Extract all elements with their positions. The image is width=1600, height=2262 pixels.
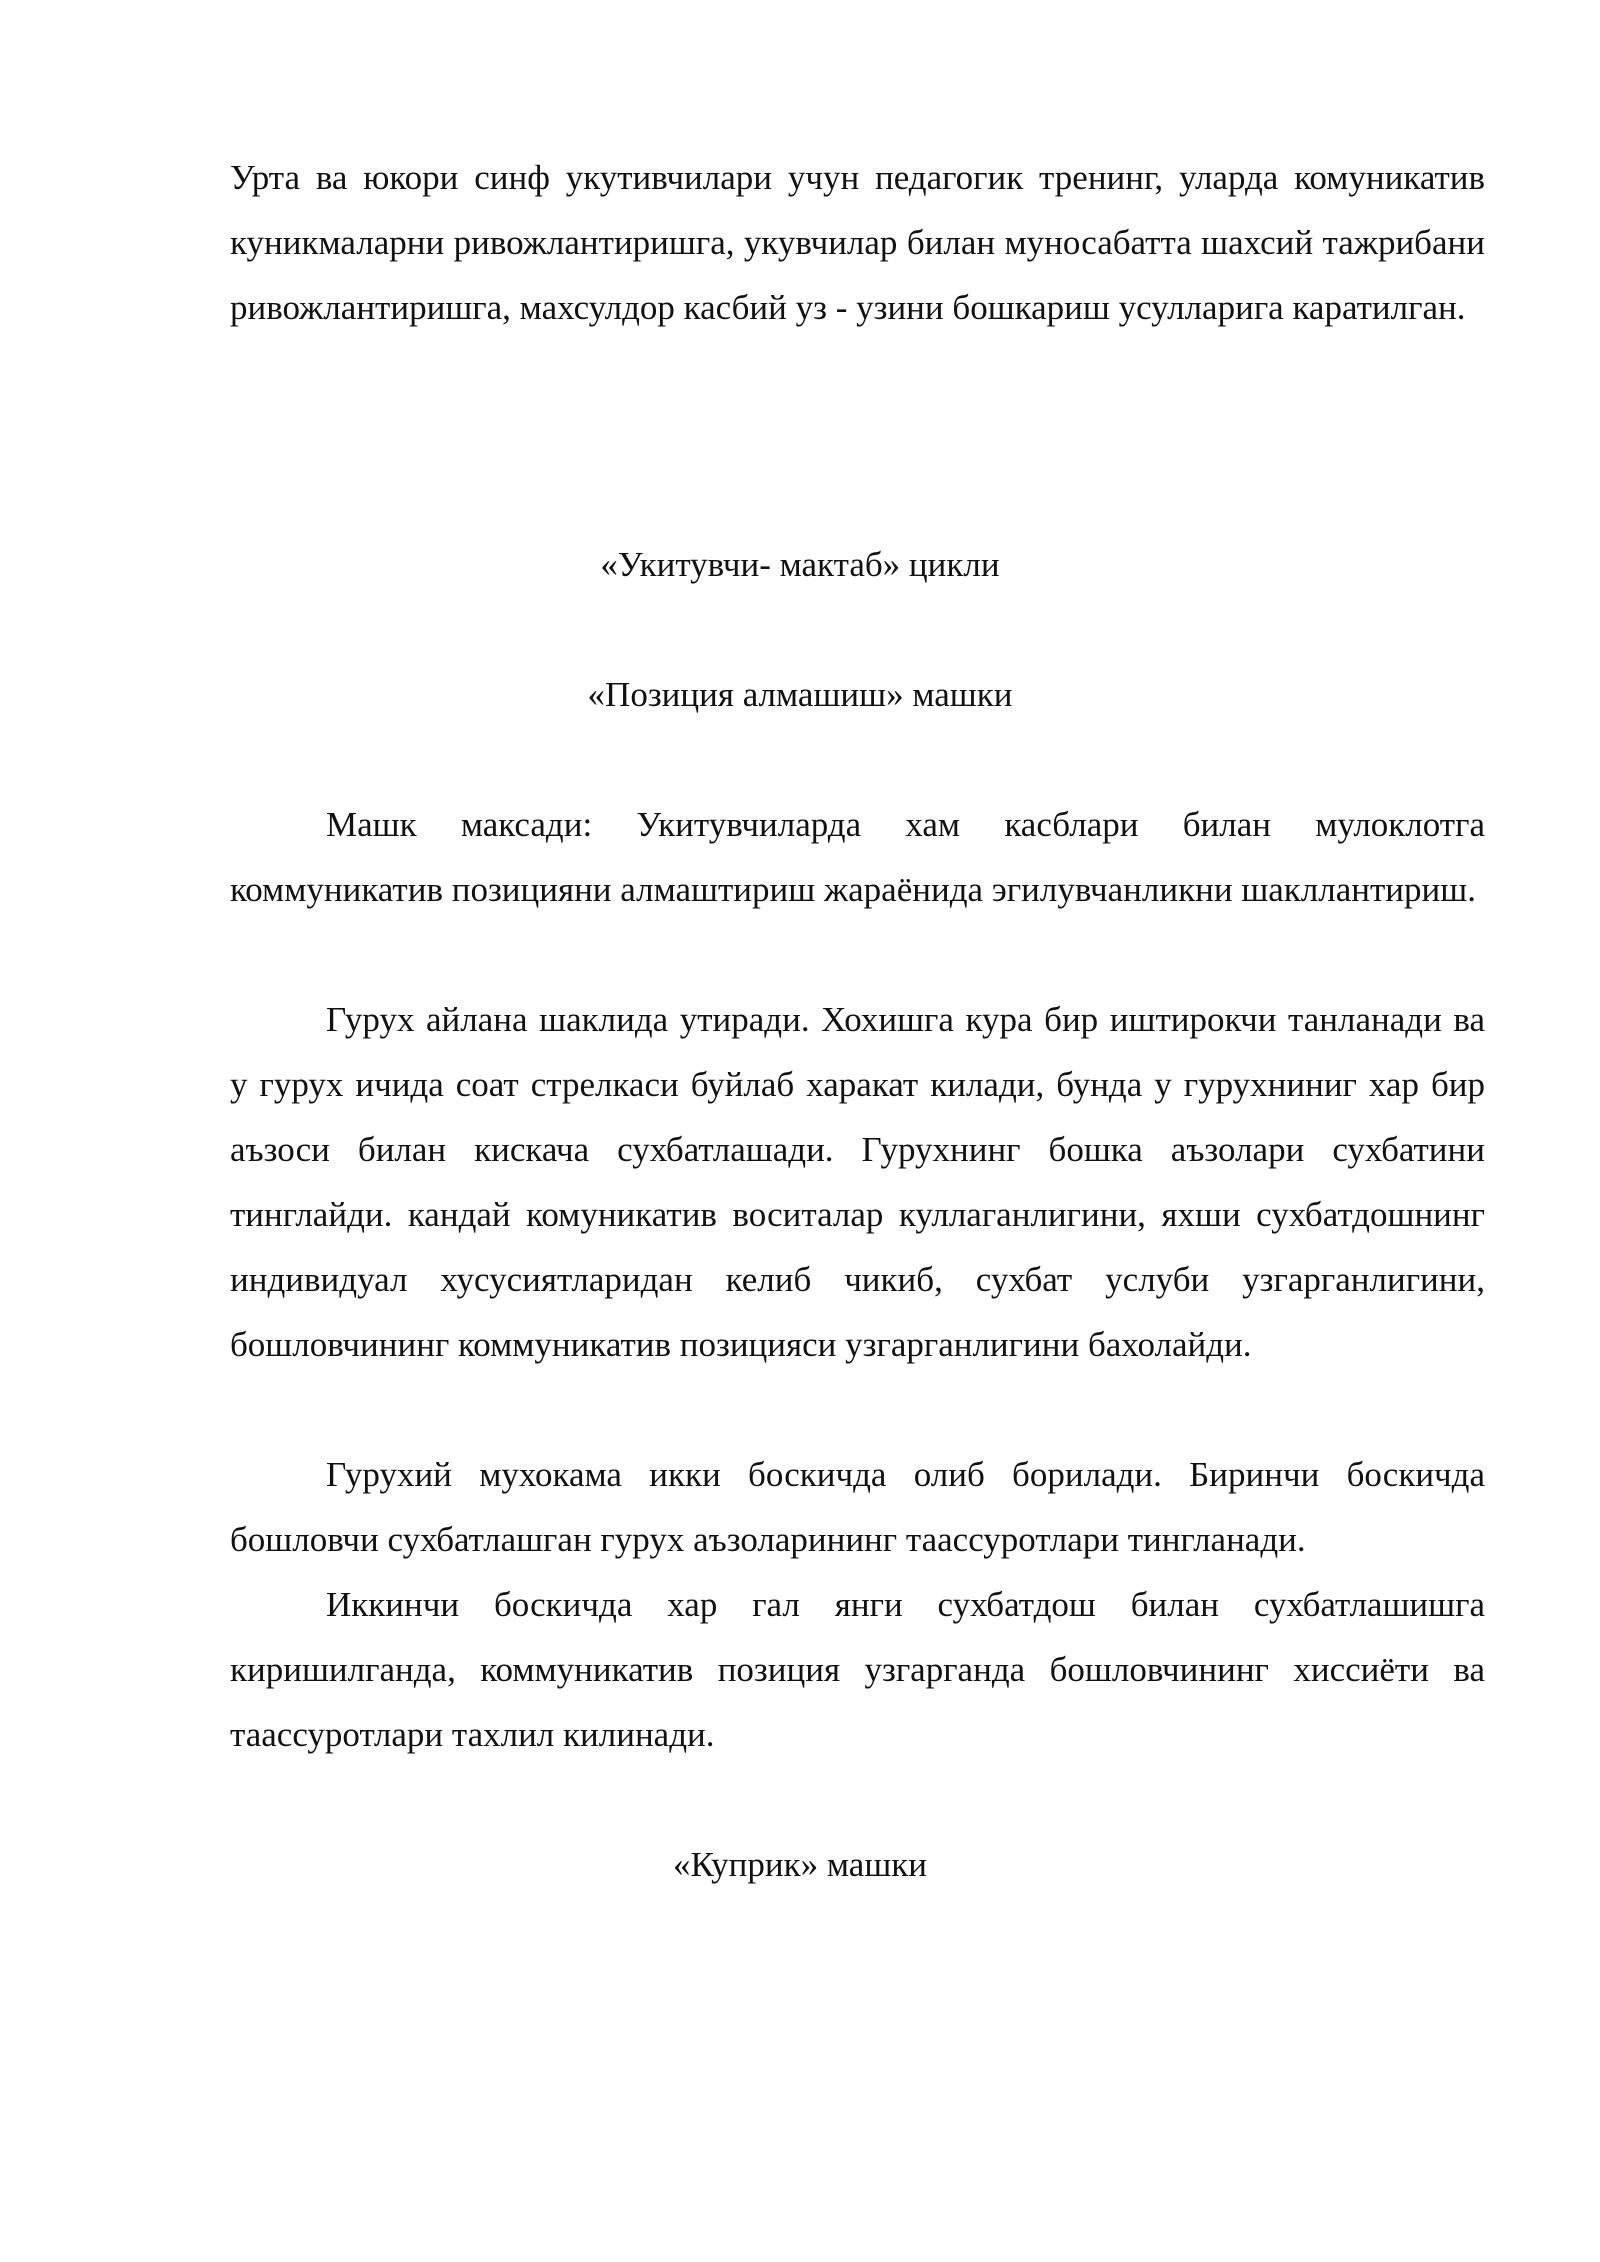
- exercise-goal-paragraph: Машк максади: Укитувчиларда хам касблари билан мулоклотга коммуникатив позицияни алмаштириш жараёнида эгилувчанликни шакллантириш.: [230, 805, 1485, 909]
- intro-paragraph: Урта ва юкори синф укутивчилари учун педагогик тренинг, уларда комуникатив куникмаларни ривожлантиришга, укувчилар билан муносабатта шахсий тажрибани ривожлантиришга, махсулдор касбий уз - узини бошкариш усулларига каратилган.: [230, 158, 1485, 327]
- second-stage-paragraph: Иккинчи боскичда хар гал янги сухбатдош билан сухбатлашишга киришилганда, коммуникатив позиция узгарганда бошловчининг хиссиёти ва таассуротлари тахлил килинади.: [230, 1585, 1485, 1754]
- exercise-heading-bridge: «Куприк» машки: [672, 1845, 928, 1884]
- cycle-heading: «Укитувчи- мактаб» цикли: [600, 545, 1000, 584]
- group-discussion-paragraph: Гурухий мухокама икки боскичда олиб борилади. Биринчи боскичда бошловчи сухбатлашган гурух аъзоларининг таассуротлари тингланади.: [230, 1455, 1485, 1559]
- exercise-description-paragraph: Гурух айлана шаклида утиради. Хохишга кура бир иштирокчи танланади ва у гурух ичида соат стрелкаси буйлаб харакат килади, бунда у гурухниниг хар бир аъзоси билан кискача сухбатлашади. Гурухнинг бошка аъзолари сухбатини тинглайди. кандай комуникатив воситалар куллаганлигини, яхши сухбатдошнинг индивидуал хусусиятларидан келиб чикиб, сухбат услуби узгарганлигини, бошловчининг коммуникатив позицияси узгарганлигини бахолайди.: [230, 1000, 1485, 1364]
- exercise-heading-position-swap: «Позиция алмашиш» машки: [587, 675, 1013, 714]
